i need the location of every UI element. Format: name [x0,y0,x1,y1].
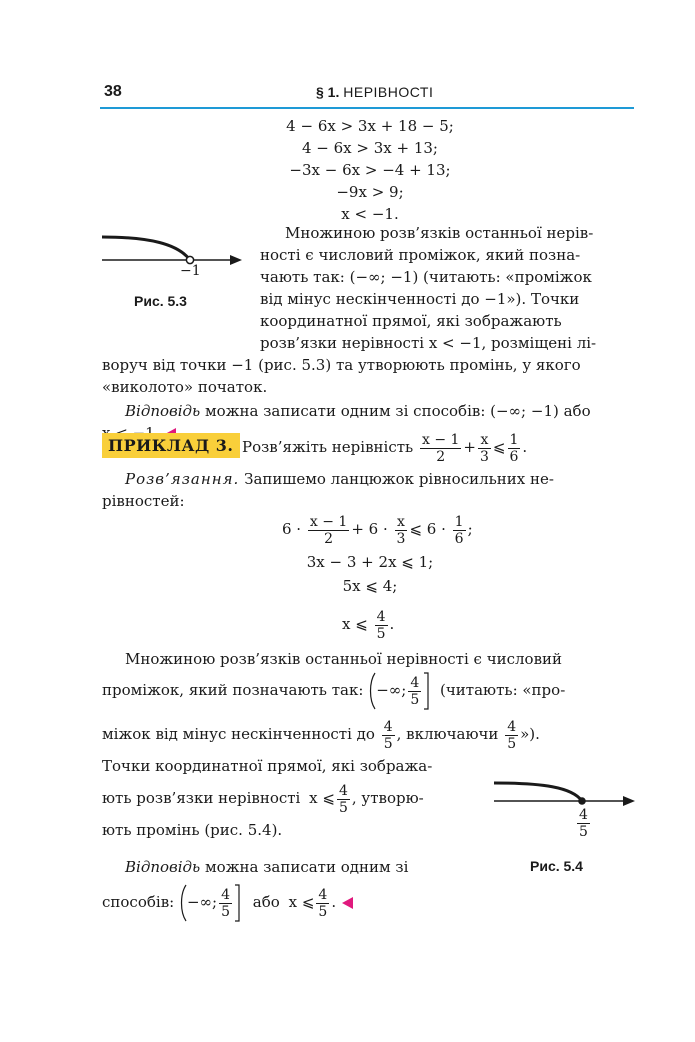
section-header [316,84,433,100]
para-line: чають так: (−∞; −1) (читають: «проміжок [260,268,592,286]
fraction: $\frac{4}{5}$ [221,886,231,920]
solution-text: Запишемо ланцюжок рівносильних не- [239,470,554,488]
open-paren [179,884,187,922]
answer-word: Відповідь [125,402,201,420]
solution2-step: 3x − 3 + 2x ⩽ 1; [306,553,434,571]
figure-5-4 [492,775,642,815]
close-bracket [423,672,429,710]
fraction: $\frac{1}{6}$ [509,431,519,465]
para2-line: міжок від мінус нескінченності до $\frac{4}{5}$ , включаючи $\frac{4}{5}$ »). [102,718,540,752]
header-rule [100,107,634,109]
page-number: 38 [104,83,122,100]
figure-5-3 [100,228,250,284]
para-line: Множиною розв’язків останньої нерів- [285,224,594,242]
answer-word: Відповідь [125,858,201,876]
fraction: $\frac{4}{5}$ [338,782,348,816]
para2-line: Точки координатної прямої, які зобража- [102,757,433,775]
fraction: $\frac{x}{3}$ [396,513,406,547]
ray-curve [102,237,190,260]
para-line: від мінус нескінченності до −1»). Точки [260,290,580,308]
fraction: $\frac{4}{5}$ [318,886,328,920]
solution2-intro2: рівностей: [102,492,185,510]
para2-line: ють промінь (рис. 5.4). [102,821,283,839]
fig54-caption: Рис. 5.4 [530,858,583,874]
para-line: ності є числовий проміжок, який позна- [260,246,581,264]
fig54-tick-label: $\frac{4}{5}$ [579,807,588,840]
example-label: ПРИКЛАД 3. [102,433,240,458]
para-line: розв’язки нерівності x < −1, розміщені лі- [260,334,597,352]
para-line: «виколото» початок. [102,378,268,396]
para-line: координатної прямої, які зображають [260,312,562,330]
open-paren [368,672,376,710]
end-of-solution-icon [342,897,353,909]
solution2-step: x ⩽ $\frac{4}{5}$ . [342,608,395,642]
para-line: воруч від точки −1 (рис. 5.3) та утворюють промінь, у якого [102,356,581,374]
para2-line: проміжок, який позначають так: −∞; $\frac{4}{5}$ (читають: «про- [102,668,565,712]
example-task: Розв’яжіть нерівність $\frac{x - 1}{2}$ + $\frac{x}{3}$ ⩽ $\frac{1}{6}$ . [242,431,528,465]
solution1-step: −9x > 9; [336,183,404,201]
fig53-tick-label: −1 [180,263,201,279]
fraction: $\frac{4}{5}$ [507,718,517,752]
answer-text: можна записати одним зі способів: (−∞; −1) або [200,402,591,420]
para2-line: ють розв’язки нерівності x ⩽ $\frac{4}{5}$ , утворю- [102,782,424,816]
solution1-step: x < −1. [341,205,399,223]
fraction: $\frac{x}{3}$ [480,431,489,465]
section-number: § 1. [316,84,340,100]
arrow-head [623,796,635,806]
ray-curve [494,783,582,801]
para2-line: Множиною розв’язків останньої нерівності є числовий [125,650,563,668]
closed-point [578,797,586,805]
arrow-head [230,255,242,265]
solution2-step: 6 · $\frac{x - 1}{2}$ + 6 · $\frac{x}{3}$ ⩽ 6 · $\frac{1}{6}$ ; [282,513,473,547]
solution1-step: 4 − 6x > 3x + 18 − 5; [286,117,454,135]
close-bracket [234,884,240,922]
answer2-line2: способів: −∞; $\frac{4}{5}$ або x ⩽ $\frac{4}{5}$ . [102,880,353,924]
solution1-step: 4 − 6x > 3x + 13; [301,139,438,157]
solution-word: Розв’язання. [125,470,240,488]
answer1-line [125,402,591,420]
answer2-line: Відповідь можна записати одним зі [125,858,409,876]
fraction: $\frac{4}{5}$ [376,608,386,642]
solution1-step: −3x − 6x > −4 + 13; [289,161,451,179]
solution2-step: 5x ⩽ 4; [342,577,398,595]
fraction: $\frac{x - 1}{2}$ [421,431,460,465]
section-title: НЕРІВНОСТІ [343,84,434,100]
fraction: $\frac{1}{6}$ [454,513,464,547]
fig53-caption: Рис. 5.3 [134,293,187,309]
fraction: $\frac{x - 1}{2}$ [309,513,348,547]
fraction: $\frac{4}{5}$ [410,674,420,708]
fraction: $\frac{4}{5}$ [383,718,393,752]
solution2-intro [125,470,554,488]
task-text: Розв’яжіть нерівність [242,438,414,456]
